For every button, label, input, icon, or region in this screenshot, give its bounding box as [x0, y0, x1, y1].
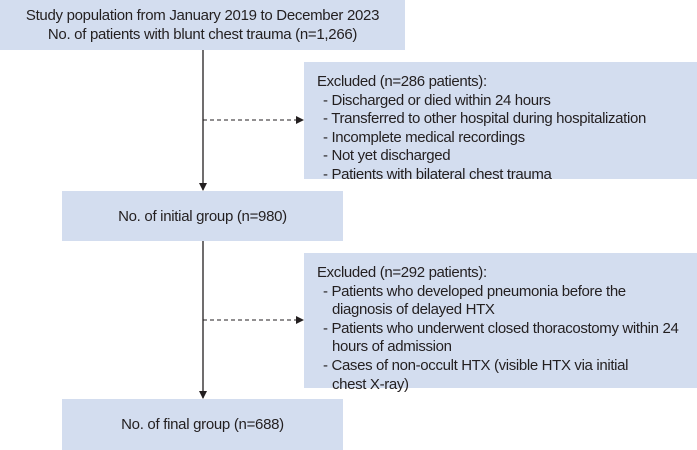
initial-group-box — [62, 191, 343, 241]
exclusion-2-item: - Patients who underwent closed thoracostomy within 24 hours of admission — [323, 319, 679, 356]
study-population-box — [0, 0, 405, 50]
exclusion-1-item: - Discharged or died within 24 hours — [323, 91, 551, 109]
final-group-label: No. of final group (n=688) — [121, 416, 284, 433]
exclusion-box-1 — [304, 62, 697, 183]
final-group-box — [62, 399, 343, 450]
exclusion-2-item: - Patients who developed pneumonia before the diagnosis of delayed HTX — [323, 282, 626, 319]
study-population-line1: Study population from January 2019 to December 2023 — [25, 7, 380, 24]
exclusion-1-title: Excluded (n=286 patients): — [317, 73, 487, 90]
exclusion-1-item: - Transferred to other hospital during hospitalization — [323, 110, 646, 128]
exclusion-box-2 — [304, 253, 697, 393]
exclusion-1-item: - Not yet discharged — [323, 147, 451, 165]
study-population-line2: No. of patients with blunt chest trauma (n=1,266) — [47, 26, 358, 43]
exclusion-1-item: - Incomplete medical recordings — [323, 128, 525, 146]
exclusion-2-item: - Cases of non-occult HTX (visible HTX via initial chest X-ray) — [323, 356, 629, 393]
exclusion-1-item: - Patients with bilateral chest trauma — [323, 165, 552, 183]
exclusion-2-title: Excluded (n=292 patients): — [317, 264, 487, 281]
initial-group-label: No. of initial group (n=980) — [118, 207, 287, 225]
